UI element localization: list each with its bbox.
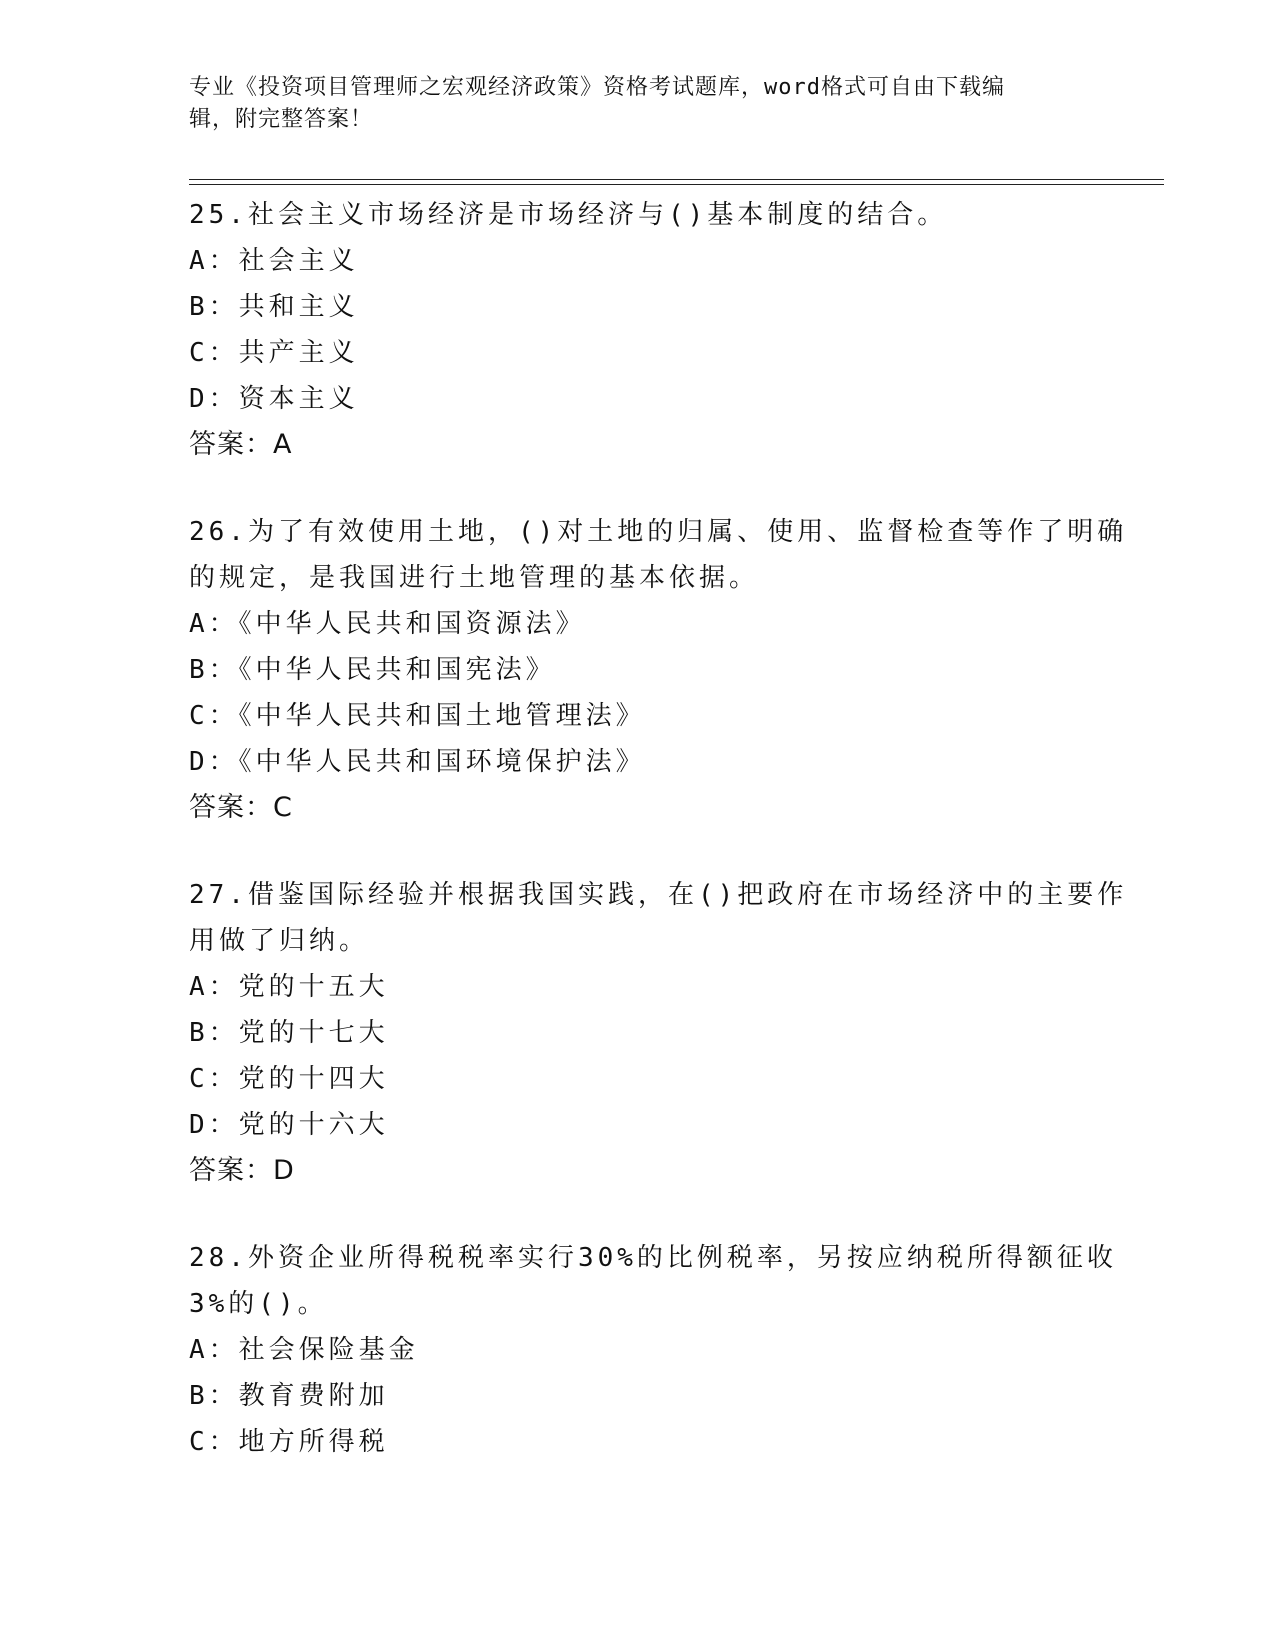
answer-option: D：资本主义 bbox=[189, 384, 359, 414]
question-block bbox=[189, 872, 1128, 1194]
question-block bbox=[189, 1235, 1117, 1465]
header-line-2: 辑，附完整答案！ bbox=[189, 107, 374, 132]
header-divider-bottom bbox=[189, 184, 1164, 185]
question-stem-line: 用做了归纳。 bbox=[189, 926, 370, 956]
answer-option: C：《中华人民共和国土地管理法》 bbox=[189, 701, 646, 731]
correct-answer: 答案：D bbox=[189, 1155, 295, 1186]
answer-option: D：党的十六大 bbox=[189, 1110, 389, 1140]
question-stem bbox=[189, 192, 1089, 238]
correct-answer: 答案：A bbox=[189, 429, 293, 460]
answer-option: A：社会主义 bbox=[189, 246, 359, 276]
answer-option: D：《中华人民共和国环境保护法》 bbox=[189, 747, 646, 777]
answer-option: B：党的十七大 bbox=[189, 1018, 389, 1048]
answer-option: B：《中华人民共和国宪法》 bbox=[189, 655, 556, 685]
correct-answer: 答案：C bbox=[189, 792, 293, 823]
question-block bbox=[189, 509, 1128, 831]
question-stem-line: 28.外资企业所得税税率实行30%的比例税率，另按应纳税所得额征收 bbox=[189, 1243, 1117, 1273]
question-stem-line: 3%的()。 bbox=[189, 1289, 328, 1319]
question-stem bbox=[189, 1235, 1117, 1327]
question-list bbox=[189, 192, 1128, 1506]
header-divider-top bbox=[189, 179, 1164, 180]
question-stem-line: 的规定，是我国进行土地管理的基本依据。 bbox=[189, 563, 760, 593]
document-header bbox=[189, 72, 1089, 136]
answer-option: A：社会保险基金 bbox=[189, 1335, 419, 1365]
header-line-1: 专业《投资项目管理师之宏观经济政策》资格考试题库，word格式可自由下载编 bbox=[189, 75, 1005, 100]
question-stem bbox=[189, 872, 1128, 964]
answer-option: B：教育费附加 bbox=[189, 1381, 389, 1411]
answer-option: C：共产主义 bbox=[189, 338, 359, 368]
answer-option: A：《中华人民共和国资源法》 bbox=[189, 609, 586, 639]
answer-option: B：共和主义 bbox=[189, 292, 359, 322]
answer-option: C：地方所得税 bbox=[189, 1427, 389, 1457]
question-stem-line: 25.社会主义市场经济是市场经济与()基本制度的结合。 bbox=[189, 200, 948, 230]
question-block bbox=[189, 192, 1089, 468]
answer-option: A：党的十五大 bbox=[189, 972, 389, 1002]
question-stem bbox=[189, 509, 1128, 601]
question-stem-line: 27.借鉴国际经验并根据我国实践，在()把政府在市场经济中的主要作 bbox=[189, 880, 1128, 910]
question-stem-line: 26.为了有效使用土地，()对土地的归属、使用、监督检查等作了明确 bbox=[189, 517, 1128, 547]
answer-option: C：党的十四大 bbox=[189, 1064, 389, 1094]
